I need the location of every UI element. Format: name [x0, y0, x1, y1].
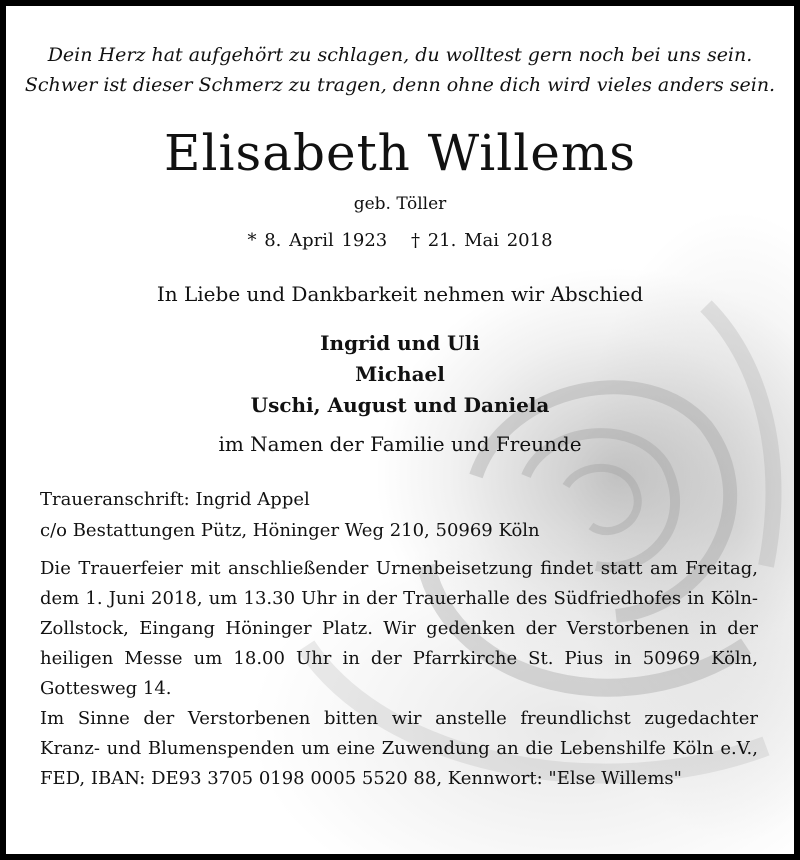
poem-line: Dein Herz hat aufgehört zu schlagen, du wolltest gern noch bei uns sein.: [47, 44, 753, 66]
maiden-name: geb. Töller: [353, 194, 447, 214]
birth-date: * 8. April 1923: [247, 230, 388, 251]
donation-paragraph: Im Sinne der Verstorbenen bitten wir anstelle freundlichst zugedachter Kranz- und Blumenspenden um eine Zuwendung an die Lebenshilfe Köln e.V., FED, IBAN: DE93 3705 0198 0005 5520 88, Kennwort: "Else Willems": [40, 708, 758, 789]
service-details: [40, 554, 758, 794]
life-dates: [6, 230, 794, 251]
mourner-name: Uschi, August und Daniela: [250, 393, 550, 417]
address-line: c/o Bestattungen Pütz, Höninger Weg 210, 50969 Köln: [40, 520, 540, 541]
poem-line: Schwer ist dieser Schmerz zu tragen, denn ohne dich wird vieles anders sein.: [24, 74, 776, 96]
address-line: Traueranschrift: Ingrid Appel: [40, 489, 310, 510]
mourner-name: Ingrid und Uli: [320, 331, 480, 355]
poem-verse: [6, 40, 794, 100]
mourner-name: Michael: [355, 362, 445, 386]
mourning-address: [40, 484, 540, 546]
service-paragraph: Die Trauerfeier mit anschließender Urnenbeisetzung findet statt am Freitag, dem 1. Juni 2018, um 13.30 Uhr in der Trauerhalle des Südfriedhofes in Köln-Zollstock, Eingang Höninger Platz. Wir gedenken der Verstorbenen in der heiligen Messe um 18.00 Uhr in der Pfarrkirche St. Pius in 50969 Köln, Gottesweg 14.: [40, 558, 758, 699]
death-date: † 21. Mai 2018: [411, 230, 553, 251]
mourners-list: [6, 328, 794, 421]
family-note: im Namen der Familie und Freunde: [218, 432, 582, 456]
farewell-line: In Liebe und Dankbarkeit nehmen wir Abschied: [156, 282, 644, 306]
deceased-name: Elisabeth Willems: [164, 124, 636, 182]
